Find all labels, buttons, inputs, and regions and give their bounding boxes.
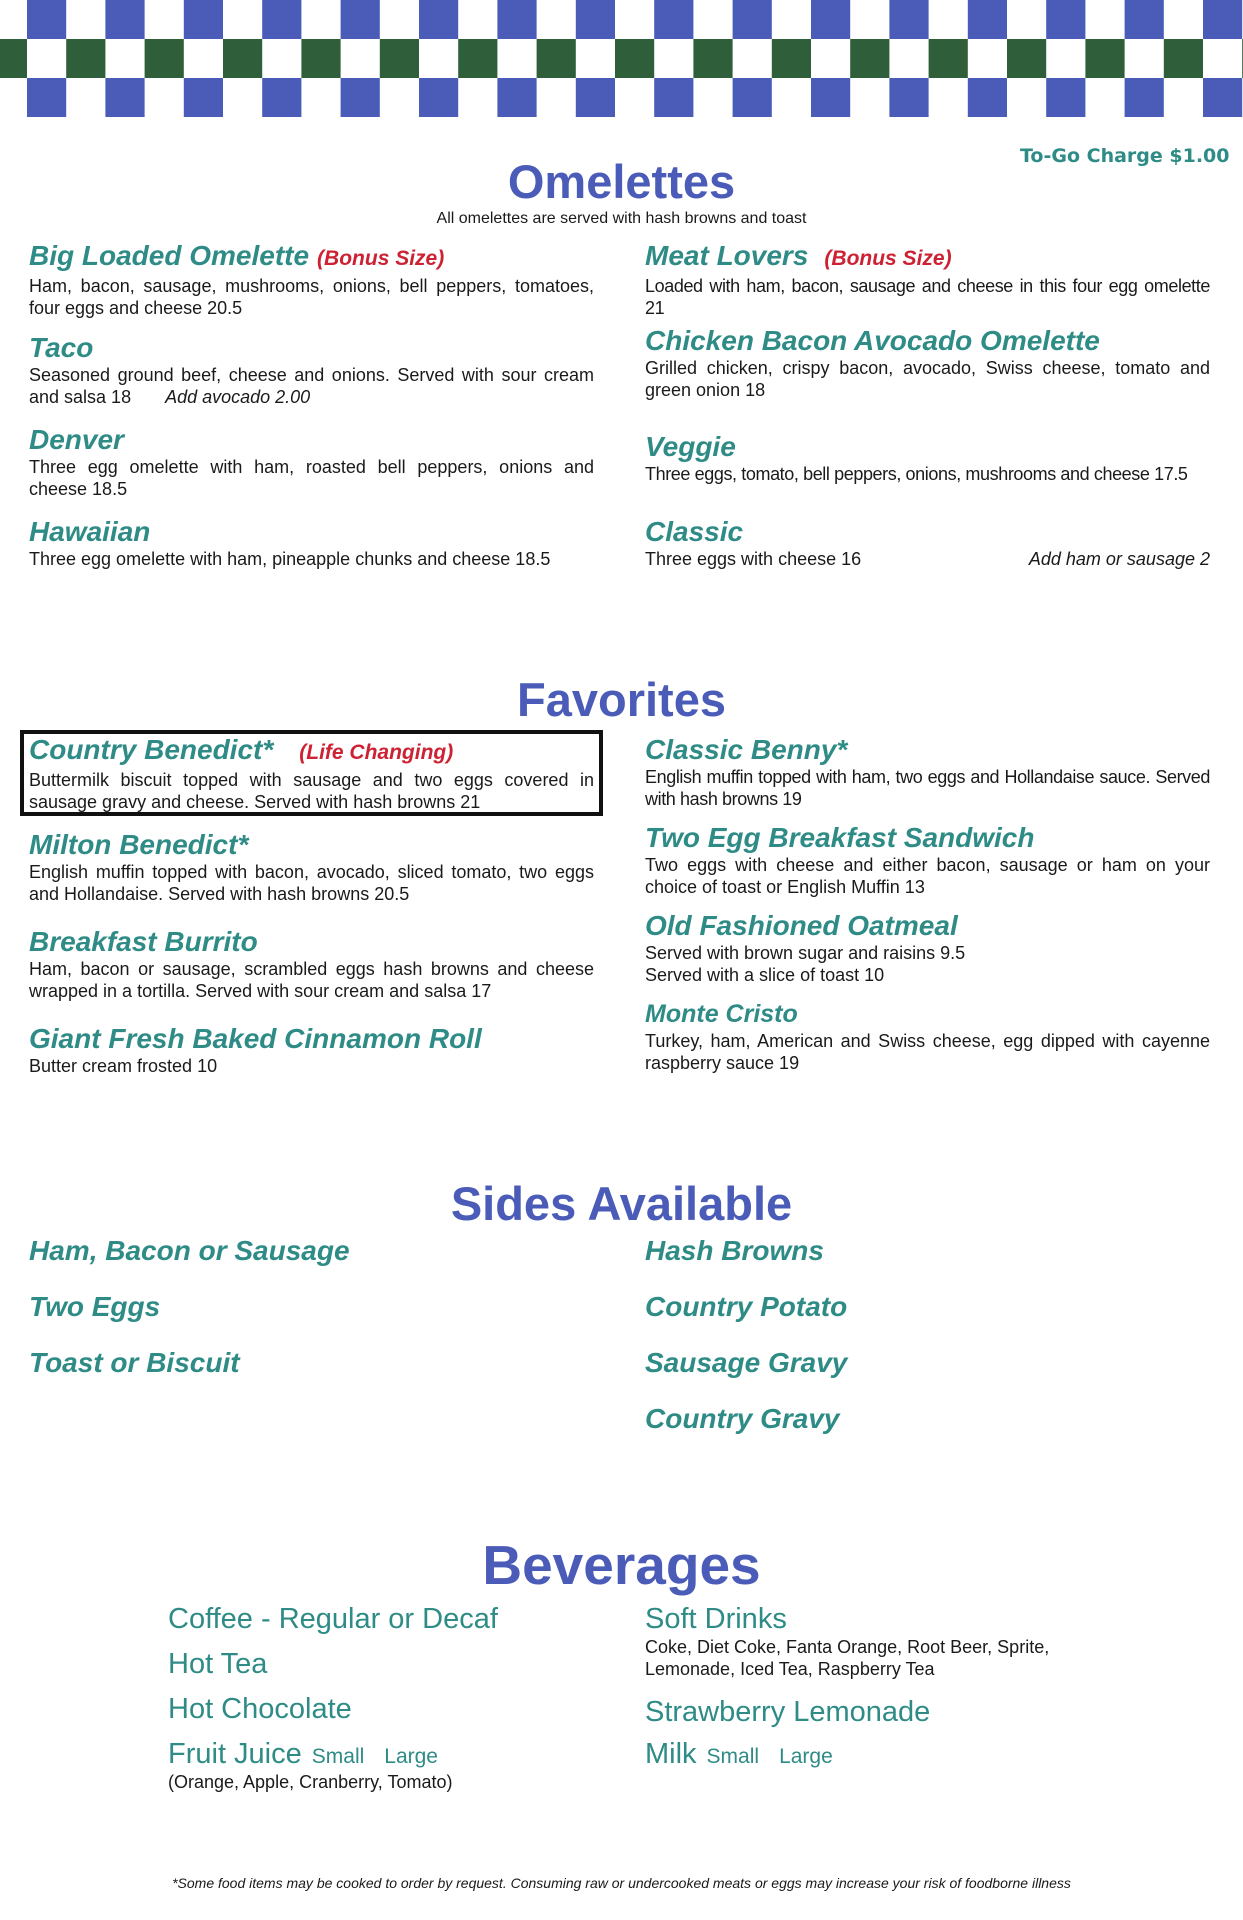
checker-square [1046, 78, 1085, 117]
size-small: Small [311, 1745, 365, 1768]
favorites-left-column [29, 734, 594, 1077]
item-name: Monte Cristo [645, 1000, 798, 1028]
checker-square [1085, 39, 1124, 78]
beverage-item: Strawberry Lemonade [645, 1696, 931, 1728]
item-name: Chicken Bacon Avocado Omelette [645, 325, 1100, 356]
checker-square [458, 39, 497, 78]
beverage-item: Hot Tea [168, 1648, 268, 1680]
checker-square [105, 0, 144, 39]
omelettes-right-column [645, 240, 1210, 570]
side-item: Ham, Bacon or Sausage [29, 1235, 350, 1266]
item-name: Big Loaded Omelette [29, 240, 310, 271]
checker-square [1046, 0, 1085, 39]
sides-title: Sides Available [450, 1177, 793, 1230]
checker-square [811, 78, 850, 117]
item-desc: Grilled chicken, crispy bacon, avocado, Swiss cheese, tomato and green onion 18 [645, 358, 1210, 400]
checker-square [497, 0, 536, 39]
item-desc: Served with brown sugar and raisins 9.5 [645, 943, 966, 963]
item-desc: Two eggs with cheese and either bacon, sausage or ham on your choice of toast or English Muffin 13 [645, 855, 1210, 897]
checker-square [889, 78, 928, 117]
size-large: Large [384, 1745, 438, 1768]
item-name: Breakfast Burrito [29, 926, 258, 957]
checker-square [772, 39, 811, 78]
checker-square [184, 0, 223, 39]
beverages-right-column [645, 1603, 1105, 1771]
item-name: Giant Fresh Baked Cinnamon Roll [29, 1023, 482, 1054]
checker-square [419, 78, 458, 117]
checker-square [145, 39, 184, 78]
checker-square [419, 0, 458, 39]
menu-item [29, 1023, 594, 1077]
checker-square [223, 39, 262, 78]
beverages-left-column [168, 1603, 498, 1793]
checker-square [811, 0, 850, 39]
item-desc: Butter cream frosted 10 [29, 1056, 218, 1076]
menu-item [645, 516, 1210, 570]
checker-square [615, 39, 654, 78]
item-desc: Buttermilk biscuit topped with sausage and two eggs covered in sausage gravy and cheese. Served with hash browns 21 [29, 770, 594, 812]
item-name: Classic [645, 516, 744, 547]
checker-square [1007, 39, 1046, 78]
menu-item [29, 926, 594, 1023]
menu-item [645, 822, 1210, 910]
omelettes-left-column [29, 240, 594, 570]
checker-square [654, 0, 693, 39]
item-desc: Three egg omelette with ham, pineapple chunks and cheese 18.5 [29, 549, 551, 569]
checker-square [27, 78, 66, 117]
beverage-name: Fruit Juice [168, 1738, 302, 1770]
checker-square [262, 0, 301, 39]
item-desc: English muffin topped with ham, two eggs and Hollandaise sauce. Served with hash browns 19 [645, 767, 1210, 809]
checker-square [968, 0, 1007, 39]
checker-square [301, 39, 340, 78]
item-desc: Three eggs with cheese 16 [645, 549, 862, 569]
item-name: Classic Benny* [645, 734, 848, 765]
menu-item [29, 829, 594, 926]
item-name: Country Benedict* [29, 734, 274, 765]
item-desc: Turkey, ham, American and Swiss cheese, egg dipped with cayenne raspberry sauce 19 [645, 1031, 1210, 1073]
checker-square [66, 39, 105, 78]
menu-item [29, 240, 594, 332]
omelettes-title: Omelettes [507, 155, 736, 208]
side-item: Country Potato [645, 1291, 848, 1322]
beverages-title: Beverages [482, 1534, 761, 1596]
favorites-title: Favorites [517, 673, 726, 726]
checker-square [0, 39, 27, 78]
item-name: Two Egg Breakfast Sandwich [645, 822, 1035, 853]
beverage-item [168, 1738, 498, 1771]
menu-item [29, 734, 594, 829]
beverage-item: Soft Drinks [645, 1603, 787, 1635]
item-name: Denver [29, 424, 124, 455]
checker-square [1203, 78, 1242, 117]
item-name: Veggie [645, 431, 736, 462]
item-name: Milton Benedict* [29, 829, 249, 860]
sides-left-column [29, 1235, 350, 1403]
menu-item [29, 332, 594, 424]
to-go-charge: To-Go Charge $1.00 [1020, 145, 1230, 167]
item-addon: Add avocado 2.00 [165, 387, 311, 407]
checker-square [1125, 78, 1164, 117]
beverage-desc: Coke, Diet Coke, Fanta Orange, Root Beer, Sprite, Lemonade, Iced Tea, Raspberry Tea [645, 1637, 1050, 1679]
size-small: Small [706, 1745, 760, 1768]
size-large: Large [779, 1745, 833, 1768]
side-item: Sausage Gravy [645, 1347, 848, 1378]
checker-square [654, 78, 693, 117]
item-name: Meat Lovers [645, 240, 809, 271]
menu-item [645, 734, 1210, 822]
menu-item [29, 424, 594, 516]
omelettes-subtitle: All omelettes are served with hash browns and toast [436, 210, 807, 227]
beverage-item [645, 1738, 1105, 1771]
item-desc: Seasoned ground beef, cheese and onions. Served with sour cream and salsa 18 [29, 365, 594, 407]
checker-square [850, 39, 889, 78]
side-item: Hash Browns [645, 1235, 824, 1266]
checker-square [1125, 0, 1164, 39]
checker-square [576, 78, 615, 117]
checker-square [889, 0, 928, 39]
menu-item [645, 998, 1210, 1074]
checker-square [380, 39, 419, 78]
checker-square [341, 78, 380, 117]
checker-square [497, 78, 536, 117]
beverage-item: Coffee - Regular or Decaf [168, 1603, 498, 1635]
item-tag: (Bonus Size) [317, 247, 445, 270]
item-desc: Ham, bacon or sausage, scrambled eggs hash browns and cheese wrapped in a tortilla. Served with sour cream and salsa 17 [29, 959, 594, 1001]
favorites-right-column [645, 734, 1210, 1074]
item-desc: Ham, bacon, sausage, mushrooms, onions, bell peppers, tomatoes, four eggs and cheese 20.5 [29, 276, 594, 318]
checker-square [341, 0, 380, 39]
item-desc-2: Served with a slice of toast 10 [645, 965, 885, 985]
side-item: Country Gravy [645, 1403, 840, 1434]
item-name: Old Fashioned Oatmeal [645, 910, 958, 941]
side-item: Two Eggs [29, 1291, 161, 1322]
item-desc: Loaded with ham, bacon, sausage and cheese in this four egg omelette 21 [645, 276, 1210, 318]
checker-square [733, 78, 772, 117]
beverage-desc: (Orange, Apple, Cranberry, Tomato) [168, 1772, 453, 1792]
beverage-item: Hot Chocolate [168, 1693, 352, 1725]
item-desc: Three eggs, tomato, bell peppers, onions, mushrooms and cheese 17.5 [645, 464, 1188, 484]
checker-square [1164, 39, 1203, 78]
checker-square [537, 39, 576, 78]
checkered-banner [0, 0, 1243, 118]
menu-item [645, 910, 1210, 998]
checker-square [733, 0, 772, 39]
checker-square [968, 78, 1007, 117]
footnote: *Some food items may be cooked to order by request. Consuming raw or undercooked meats or eggs may increase your risk of foodborne illness [172, 1875, 1071, 1891]
item-name: Hawaiian [29, 516, 151, 547]
checker-square [576, 0, 615, 39]
item-note: Add ham or sausage 2 [1028, 549, 1210, 569]
checker-square [27, 0, 66, 39]
checker-square [693, 39, 732, 78]
menu-item [645, 431, 1210, 516]
item-desc: Three egg omelette with ham, roasted bell peppers, onions and cheese 18.5 [29, 457, 594, 499]
side-item: Toast or Biscuit [29, 1347, 240, 1378]
menu-item [645, 240, 1210, 325]
item-name: Taco [29, 332, 94, 363]
item-tag: (Life Changing) [299, 741, 454, 764]
menu-item [645, 325, 1210, 431]
beverage-name: Milk [645, 1738, 697, 1770]
checker-square [929, 39, 968, 78]
checker-square [262, 78, 301, 117]
checker-square [1203, 0, 1242, 39]
checker-square [105, 78, 144, 117]
checker-square [184, 78, 223, 117]
sides-right-column [645, 1235, 847, 1459]
item-tag: (Bonus Size) [824, 247, 952, 270]
item-desc: English muffin topped with bacon, avocado, sliced tomato, two eggs and Hollandaise. Served with hash browns 20.5 [29, 862, 594, 904]
menu-item [29, 516, 594, 570]
